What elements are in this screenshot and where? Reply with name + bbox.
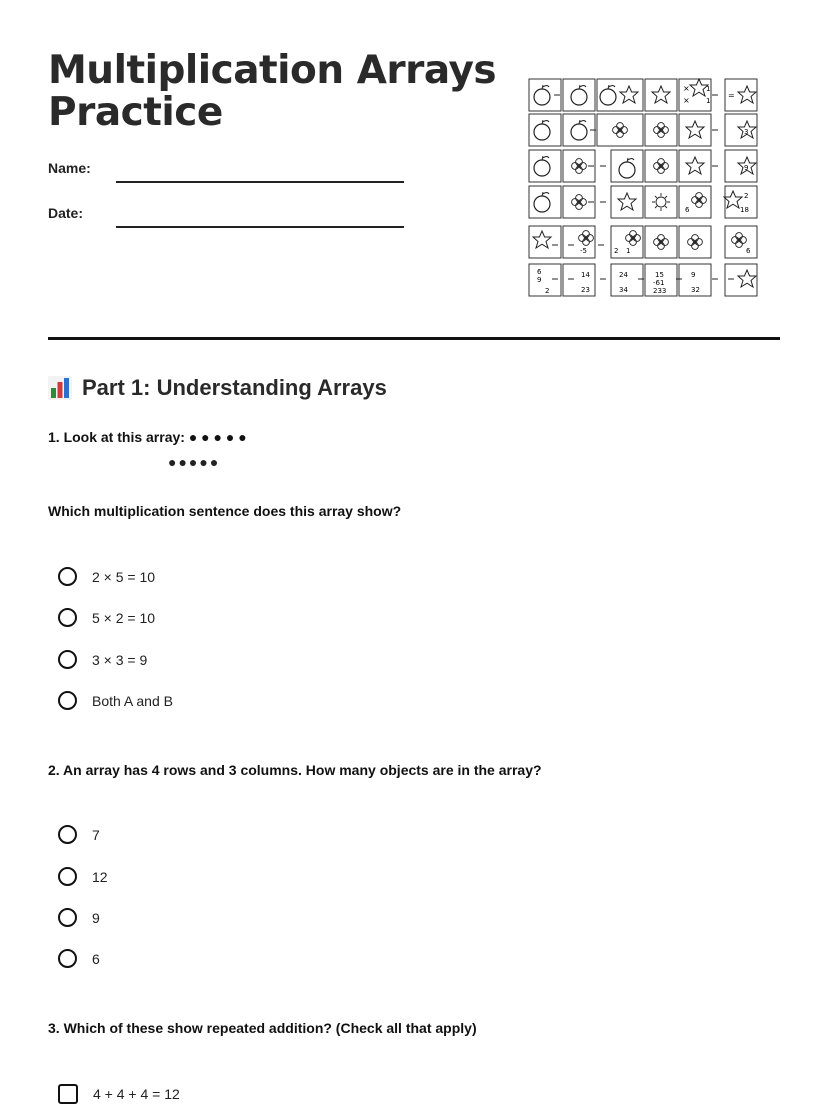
bar-chart-icon — [48, 376, 72, 400]
question-1-prompt: 1. Look at this array: ● ● ● ● ● — [48, 429, 247, 445]
title-line-1: Multiplication Arrays — [48, 48, 497, 93]
question-2-prompt: 2. An array has 4 rows and 3 columns. How many objects are in the array? — [48, 762, 542, 778]
question-1-option[interactable] — [58, 691, 173, 710]
option-label: 2 × 5 = 10 — [92, 568, 156, 585]
option-label: 3 × 3 = 9 — [92, 651, 148, 668]
radio-button[interactable] — [58, 867, 77, 886]
header-number: 6 — [537, 268, 542, 276]
worksheet-title — [48, 50, 496, 134]
radio-button[interactable] — [58, 825, 77, 844]
question-3-prompt: 3. Which of these show repeated addition? (Check all that apply) — [48, 1020, 477, 1036]
header-illustration — [528, 78, 759, 297]
name-line[interactable] — [116, 181, 404, 183]
header-times: × — [683, 84, 690, 93]
option-label: 7 — [92, 826, 100, 843]
header-number: 6 — [746, 247, 751, 255]
header-number: -5 — [580, 247, 587, 255]
question-2-option[interactable] — [58, 867, 108, 886]
question-3-option[interactable] — [58, 1084, 180, 1104]
header-number: 18 — [740, 206, 749, 214]
date-label: Date: — [48, 205, 84, 221]
question-2-option[interactable] — [58, 908, 100, 927]
section-title: Part 1: Understanding Arrays — [82, 375, 387, 400]
question-1-option[interactable] — [58, 650, 147, 669]
question-2-option[interactable] — [58, 949, 100, 968]
header-number: -61 — [653, 279, 665, 287]
header-number: 2 — [744, 192, 749, 200]
header-number: 1 — [706, 85, 711, 93]
header-number: 9 — [691, 271, 696, 279]
header-number: 1 — [706, 97, 711, 105]
header-number: 23 — [581, 286, 590, 294]
title-line-2: Practice — [48, 90, 223, 135]
radio-button[interactable] — [58, 908, 77, 927]
header-number: 32 — [691, 286, 700, 294]
header-number: 3 — [744, 128, 749, 136]
question-2-option[interactable] — [58, 825, 100, 844]
question-1-array-row-2: ●●●●● — [168, 454, 221, 470]
radio-button[interactable] — [58, 691, 77, 710]
radio-button[interactable] — [58, 650, 77, 669]
question-1-subprompt: Which multiplication sentence does this array show? — [48, 503, 402, 519]
option-label: 5 × 2 = 10 — [92, 609, 156, 626]
question-1-option[interactable] — [58, 608, 155, 627]
header-number: 15 — [655, 271, 664, 279]
radio-button[interactable] — [58, 608, 77, 627]
header-number: 2 — [545, 287, 550, 295]
header-equals: = — [728, 91, 735, 100]
header-number: 1 — [626, 247, 631, 255]
radio-button[interactable] — [58, 567, 77, 586]
header-number: 14 — [581, 271, 590, 279]
option-label: 4 + 4 + 4 = 12 — [93, 1086, 180, 1102]
date-line[interactable] — [116, 226, 404, 228]
section-heading — [48, 375, 387, 401]
question-1-option[interactable] — [58, 567, 155, 586]
option-label: 9 — [92, 909, 100, 926]
header-number: 6 — [685, 206, 690, 214]
header-number: 233 — [653, 287, 667, 295]
radio-button[interactable] — [58, 949, 77, 968]
header-number: 2 — [614, 247, 619, 255]
header-number: 9 — [537, 276, 542, 284]
checkbox[interactable] — [58, 1084, 78, 1104]
header-times: × — [683, 96, 690, 105]
option-label: Both A and B — [92, 692, 173, 709]
header-number: 9 — [744, 164, 749, 172]
option-label: 12 — [92, 868, 108, 885]
name-label: Name: — [48, 160, 91, 176]
option-label: 6 — [92, 950, 100, 967]
header-number: 34 — [619, 286, 628, 294]
header-number: 24 — [619, 271, 628, 279]
section-divider — [48, 337, 780, 340]
